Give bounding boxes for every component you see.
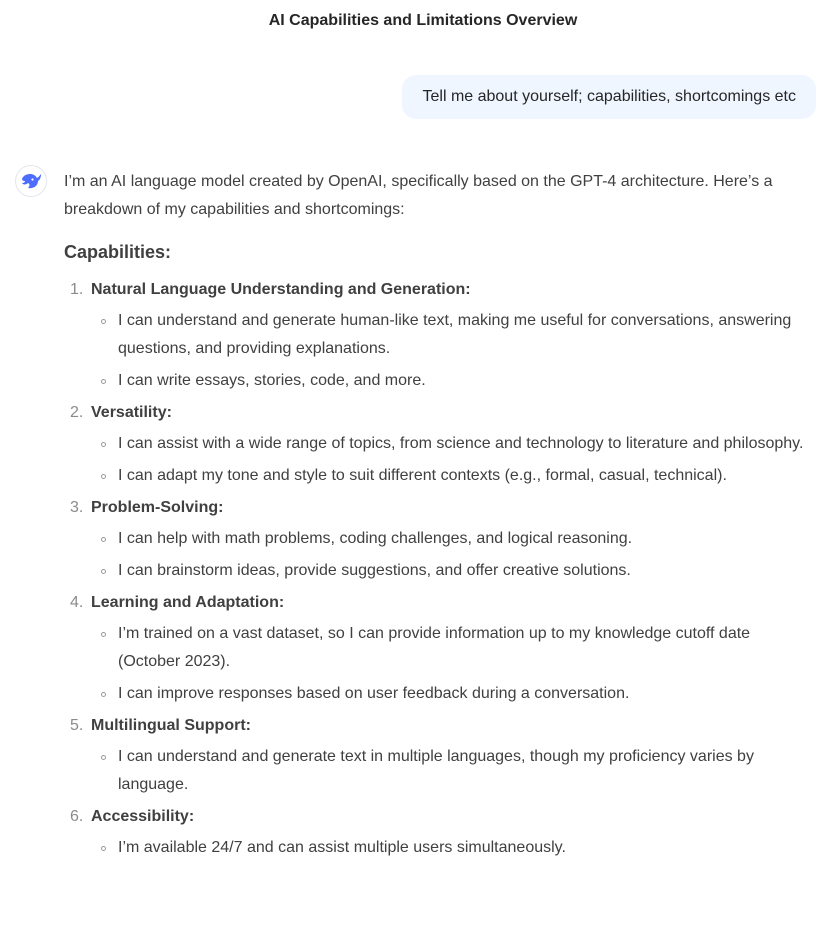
- capability-title: Accessibility:: [91, 808, 195, 825]
- capabilities-list: [64, 276, 816, 862]
- capability-point: I can adapt my tone and style to suit different contexts (e.g., formal, casual, technical).: [91, 462, 816, 490]
- capability-points: [91, 834, 816, 862]
- section-heading-capabilities: Capabilities:: [64, 242, 172, 262]
- whale-logo-icon: [20, 172, 42, 190]
- chat-title: AI Capabilities and Limitations Overview: [268, 12, 578, 29]
- capability-number: 6.: [70, 808, 84, 825]
- assistant-intro: I’m an AI language model created by OpenAI, specifically based on the GPT-4 architecture. Here’s a breakdown of my capabilities and shortcomings:: [64, 173, 773, 218]
- capability-title: Natural Language Understanding and Generation:: [91, 281, 471, 298]
- capability-item: [64, 399, 816, 490]
- capability-point: I can understand and generate text in multiple languages, though my proficiency varies by language.: [91, 743, 816, 799]
- capability-number: 3.: [70, 499, 84, 516]
- capability-points: [91, 430, 816, 490]
- capability-point: I can understand and generate human-like text, making me useful for conversations, answering questions, and providing explanations.: [91, 307, 816, 363]
- capability-title: Problem-Solving:: [91, 499, 224, 516]
- user-message-bubble: Tell me about yourself; capabilities, shortcomings etc: [402, 75, 816, 119]
- capability-points: [91, 743, 816, 799]
- capability-points: [91, 620, 816, 708]
- capability-points: [91, 307, 816, 395]
- capability-point: I’m available 24/7 and can assist multiple users simultaneously.: [91, 834, 816, 862]
- assistant-avatar: [15, 165, 47, 197]
- capability-item: [64, 276, 816, 395]
- capability-points: [91, 525, 816, 585]
- capability-point: I can write essays, stories, code, and more.: [91, 367, 816, 395]
- capability-point: I’m trained on a vast dataset, so I can provide information up to my knowledge cutoff date (October 2023).: [91, 620, 816, 676]
- capability-point: I can brainstorm ideas, provide suggestions, and offer creative solutions.: [91, 557, 816, 585]
- capability-title: Learning and Adaptation:: [91, 594, 285, 611]
- capability-number: 1.: [70, 281, 84, 298]
- capability-point: I can assist with a wide range of topics, from science and technology to literature and philosophy.: [91, 430, 816, 458]
- capability-point: I can improve responses based on user feedback during a conversation.: [91, 680, 816, 708]
- capability-number: 2.: [70, 404, 84, 421]
- capability-item: [64, 712, 816, 799]
- assistant-message: [64, 168, 816, 866]
- capability-number: 5.: [70, 717, 84, 734]
- capability-point: I can help with math problems, coding challenges, and logical reasoning.: [91, 525, 816, 553]
- capability-title: Multilingual Support:: [91, 717, 251, 734]
- capability-item: [64, 803, 816, 862]
- capability-item: [64, 589, 816, 708]
- capability-item: [64, 494, 816, 585]
- capability-number: 4.: [70, 594, 84, 611]
- capability-title: Versatility:: [91, 404, 172, 421]
